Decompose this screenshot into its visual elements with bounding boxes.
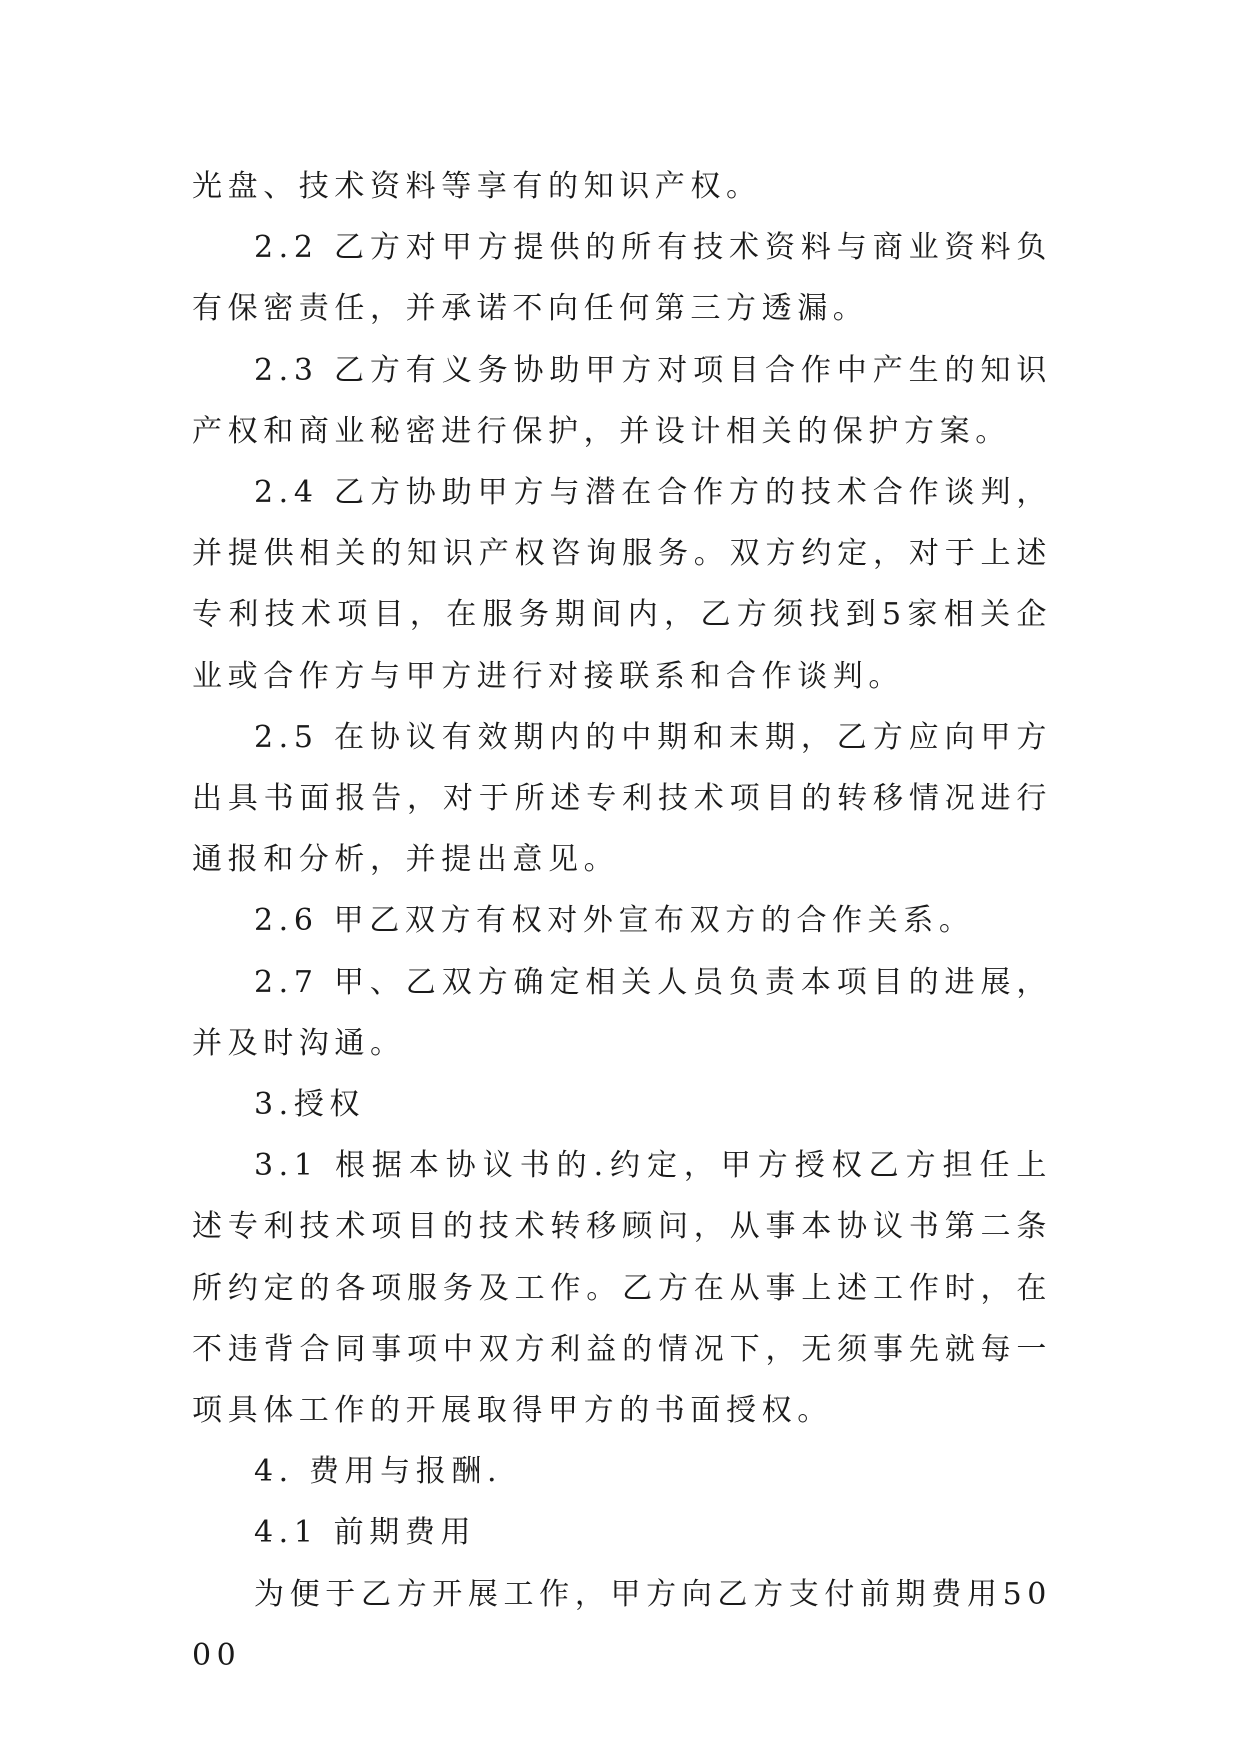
paragraph-2-3: 2.3 乙方有义务协助甲方对项目合作中产生的知识产权和商业秘密进行保护，并设计相关的保护方案。 xyxy=(192,352,1052,449)
document-body xyxy=(192,156,1052,1686)
paragraph-2-5: 2.5 在协议有效期内的中期和末期，乙方应向甲方出具书面报告，对于所述专利技术项目的转移情况进行通报和分析，并提出意见。 xyxy=(192,719,1052,878)
subsection-heading-4-1: 4.1 前期费用 xyxy=(254,1515,477,1551)
section-heading-fees: 4. 费用与报酬. xyxy=(254,1454,503,1490)
paragraph-ip-rights-end: 光盘、技术资料等享有的知识产权。 xyxy=(192,169,762,204)
paragraph-preliminary-fee: 为便于乙方开展工作，甲方向乙方支付前期费用5000 xyxy=(192,1576,1052,1673)
paragraph-2-7: 2.7 甲、乙双方确定相关人员负责本项目的进展，并及时沟通。 xyxy=(192,964,1052,1061)
paragraph-2-6: 2.6 甲乙双方有权对外宣布双方的合作关系。 xyxy=(254,903,975,939)
section-heading-authorization: 3.授权 xyxy=(254,1087,366,1123)
paragraph-3-1: 3.1 根据本协议书的.约定，甲方授权乙方担任上述专利技术项目的技术转移顾问，从事本协议书第二条所约定的各项服务及工作。乙方在从事上述工作时，在不违背合同事项中双方利益的情况下，无须事先就每一项具体工作的开展取得甲方的书面授权。 xyxy=(192,1148,1052,1429)
paragraph-2-4: 2.4 乙方协助甲方与潜在合作方的技术合作谈判，并提供相关的知识产权咨询服务。双方约定，对于上述专利技术项目，在服务期间内，乙方须找到5家相关企业或合作方与甲方进行对接联系和合作谈判。 xyxy=(192,475,1052,694)
paragraph-2-2: 2.2 乙方对甲方提供的所有技术资料与商业资料负有保密责任，并承诺不向任何第三方透漏。 xyxy=(192,230,1052,327)
